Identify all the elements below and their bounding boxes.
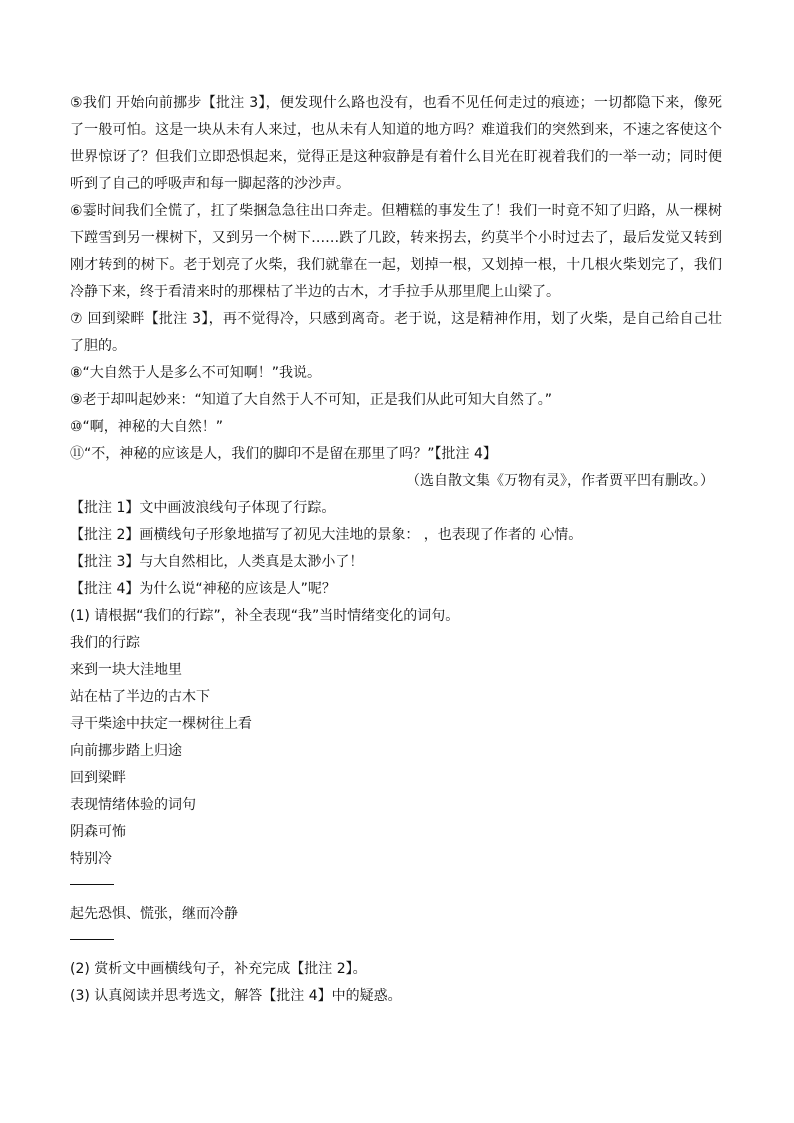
table-cell: 特别冷 xyxy=(70,851,112,867)
paragraph-5: ⑤我们 开始向前挪步【批注 3】，便发现什么路也没有，也看不见任何走过的痕迹；一切都隐下来，像死了一般可怕。这是一块从未有人来过，也从未有人知道的地方吗？难道我们的突然到来，不速之客使这个世界惊讶了？但我们立即恐惧起来，觉得正是这种寂静是有着什么目光在盯视着我们的一举一动；同时便听到了自己的呼吸声和每一脚起落的沙沙声。 xyxy=(70,95,722,192)
paragraph-10: ⑩“啊，神秘的大自然！” xyxy=(70,419,224,435)
answer-blank-1[interactable] xyxy=(70,873,114,885)
table-cell: 表现情绪体验的词句 xyxy=(70,797,196,813)
table-cell: 来到一块大洼地里 xyxy=(70,662,182,678)
table-cell: 起先恐惧、慌张，继而冷静 xyxy=(70,906,238,922)
source-note: （选自散文集《万物有灵》，作者贾平凹有删改。） xyxy=(406,473,714,489)
paragraph-6: ⑥霎时间我们全慌了，扛了柴捆急急往出口奔走。但糟糕的事发生了！我们一时竟不知了归路，从一棵树下蹚雪到另一棵树下，又到另一个树下……跌了几跤，转来拐去，约莫半个小时过去了，最后发觉又转到刚才转到的树下。老于划亮了火柴，我们就靠在一起，划掉一根，又划掉一根，十几根火柴划完了，我们冷静下来，终于看清来时的那棵枯了半边的古木，才手拉手从那里爬上山梁了。 xyxy=(70,203,722,300)
table-cell: 回到梁畔 xyxy=(70,770,126,786)
table-cell: 向前挪步踏上归途 xyxy=(70,743,182,759)
table-cell: 阴森可怖 xyxy=(70,824,126,840)
document-page xyxy=(70,90,722,1010)
question-2: (2) 赏析文中画横线句子，补充完成【批注 2】。 xyxy=(70,961,367,977)
answer-blank-2[interactable] xyxy=(70,928,114,940)
annotation-2: 【批注 2】画横线句子形象地描写了初见大洼地的景象： ，也表现了作者的 心情。 xyxy=(70,527,583,543)
table-cell: 我们的行踪 xyxy=(70,635,140,651)
table-cell: 寻干柴途中扶定一棵树往上看 xyxy=(70,716,252,732)
question-3: (3) 认真阅读并思考选文，解答【批注 4】中的疑惑。 xyxy=(70,988,402,1004)
annotation-3: 【批注 3】与大自然相比，人类真是太渺小了！ xyxy=(70,554,364,570)
paragraph-9: ⑨老于却叫起妙来：“知道了大自然于人不可知，正是我们从此可知大自然了。” xyxy=(70,392,553,408)
annotation-1: 【批注 1】文中画波浪线句子体现了行踪。 xyxy=(70,500,336,516)
question-1-prompt: (1) 请根据“我们的行踪”，补全表现“我”当时情绪变化的词句。 xyxy=(70,608,460,624)
table-cell: 站在枯了半边的古木下 xyxy=(70,689,210,705)
paragraph-7: ⑦ 回到梁畔【批注 3】，再不觉得冷，只感到离奇。老于说，这是精神作用，划了火柴，是自己给自己壮了胆的。 xyxy=(70,311,722,354)
paragraph-8: ⑧“大自然于人是多么不可知啊！”我说。 xyxy=(70,365,322,381)
annotation-4: 【批注 4】为什么说“神秘的应该是人”呢？ xyxy=(70,581,336,597)
paragraph-11: ⑪“不，神秘的应该是人，我们的脚印不是留在那里了吗？”【批注 4】 xyxy=(70,446,497,462)
